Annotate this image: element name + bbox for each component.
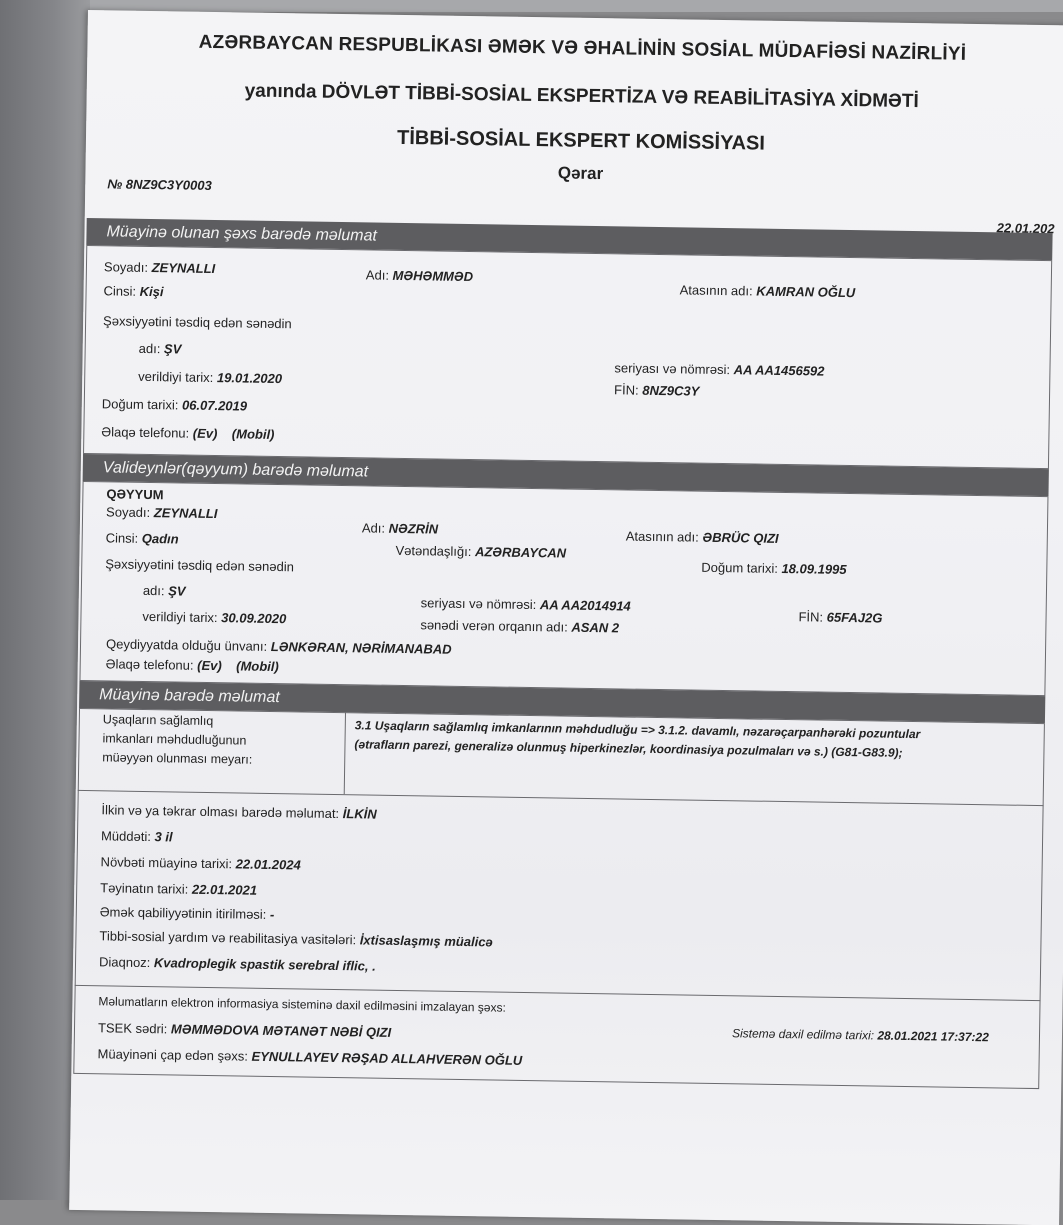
criteria-label-line: müəyyən olunması meyarı: — [102, 750, 253, 767]
guardian-section-header: Valideynlər(qəyyum) barədə məlumat — [83, 454, 1049, 496]
guardian-gender: Cinsi: Qadın — [105, 530, 179, 547]
patient-name: Adı: MƏHƏMMƏD — [365, 267, 474, 285]
service-title: yanında DÖVLƏT TİBBİ-SOSİAL EKSPERTİZA VƏ REABİLİTASİYA XİDMƏTİ — [244, 80, 919, 113]
guardian-authority: sənədi verən orqanın adı: ASAN 2 — [420, 617, 620, 636]
patient-id-doc-label: Şəxsiyyətini təsdiq edən sənədin — [103, 313, 292, 332]
system-entry-date: Sistemə daxil edilmə tarixi: 28.01.2021 17:37:22 — [731, 1026, 989, 1045]
guardian-citizenship: Vətəndaşlığı: AZƏRBAYCAN — [395, 542, 567, 561]
patient-issued: verildiyi tarix: 19.01.2020 — [138, 368, 283, 387]
guardian-doc-name: adı: ŞV — [142, 582, 186, 599]
guardian-address: Qeydiyyatda olduğu ünvanı: LƏNKƏRAN, NƏRİMANABAD — [105, 636, 452, 657]
criteria-label-line: imkanları məhdudluğunun — [102, 731, 247, 748]
patient-doc-name: adı: ŞV — [138, 340, 182, 357]
guardian-role: QƏYYUM — [106, 486, 164, 503]
patient-section-header: Müayinə olunan şəxs barədə məlumat — [86, 218, 1052, 260]
exam-next-date: Növbəti müayinə tarixi: 22.01.2024 — [100, 854, 301, 873]
guardian-series: seriyası və nömrəsi: AA AA2014914 — [420, 595, 631, 614]
exam-printer: Müayinəni çap edən şəxs: EYNULLAYEV RƏŞAD ALLAHVERƏN OĞLU — [97, 1046, 523, 1068]
guardian-issued: verildiyi tarix: 30.09.2020 — [142, 608, 287, 627]
document-page — [69, 10, 1063, 1225]
patient-series: seriyası və nömrəsi: AA AA1456592 — [614, 360, 825, 379]
exam-appointment-date: Təyinatın tarixi: 22.01.2021 — [100, 880, 258, 898]
patient-surname: Soyadı: ZEYNALLI — [103, 259, 216, 277]
guardian-fin: FİN: 65FAJ2G — [798, 609, 883, 626]
guardian-name: Adı: NƏZRİN — [361, 520, 439, 537]
exam-diagnosis: Diaqnoz: Kvadroplegik spastik serebral iflic, . — [98, 954, 376, 974]
doc-number: № 8NZ9C3Y0003 — [107, 176, 212, 193]
exam-initial: İlkin və ya təkrar olması barədə məlumat: İLKİN — [101, 802, 377, 822]
guardian-patronymic: Atasının adı: ƏBRÜC QIZI — [625, 528, 779, 546]
guardian-id-doc-label: Şəxsiyyətini təsdiq edən sənədin — [105, 556, 295, 575]
exam-duration: Müddəti: 3 il — [100, 828, 173, 845]
exam-rehab: Tibbi-sosial yardım və reabilitasiya vasitələri: İxtisaslaşmış müalicə — [99, 928, 493, 950]
criteria-value-line: (ətrafların parezi, generalizə olunmuş hiperkinezlər, koordinasiya pozulmaları və s.) (G81-G83.9); — [354, 737, 903, 760]
ministry-title: AZƏRBAYCAN RESPUBLİKASI ƏMƏK VƏ ƏHALİNİN SOSİAL MÜDAFİƏSİ NAZİRLİYİ — [198, 31, 967, 65]
exam-section-header: Müayinə barədə məlumat — [79, 681, 1045, 723]
signer-label: Məlumatların elektron informasiya sisteminə daxil edilməsini imzalayan şəxs: — [98, 994, 506, 1015]
criteria-label — [102, 710, 253, 769]
decision-title: Qərar — [557, 163, 604, 184]
commission-title: TİBBİ-SOSİAL EKSPERT KOMİSSİYASI — [396, 126, 766, 155]
patient-patronymic: Atasının adı: KAMRAN OĞLU — [679, 282, 856, 301]
patient-phone: Əlaqə telefonu: (Ev) (Mobil) — [101, 424, 275, 442]
patient-fin: FİN: 8NZ9C3Y — [613, 382, 700, 399]
patient-gender: Cinsi: Kişi — [103, 283, 164, 300]
criteria-value-line: 3.1 Uşaqların sağlamlıq imkanlarının məhdudluğu => 3.1.2. davamlı, nəzarəçarpanhərəki pozuntular — [354, 718, 921, 742]
guardian-surname: Soyadı: ZEYNALLI — [106, 504, 218, 522]
tsek-chair: TSEK sədri: MƏMMƏDOVA MƏTANƏT NƏBİ QIZI — [97, 1020, 392, 1040]
doc-date: 22.01.202 — [996, 220, 1055, 237]
exam-work-capacity: Əmək qabiliyyətinin itirilməsi: - — [99, 904, 275, 923]
criteria-label-line: Uşaqların sağlamlıq — [102, 712, 214, 729]
guardian-phone: Əlaqə telefonu: (Ev) (Mobil) — [105, 656, 279, 675]
patient-birth: Doğum tarixi: 06.07.2019 — [101, 396, 248, 414]
guardian-birth: Doğum tarixi: 18.09.1995 — [701, 559, 847, 577]
